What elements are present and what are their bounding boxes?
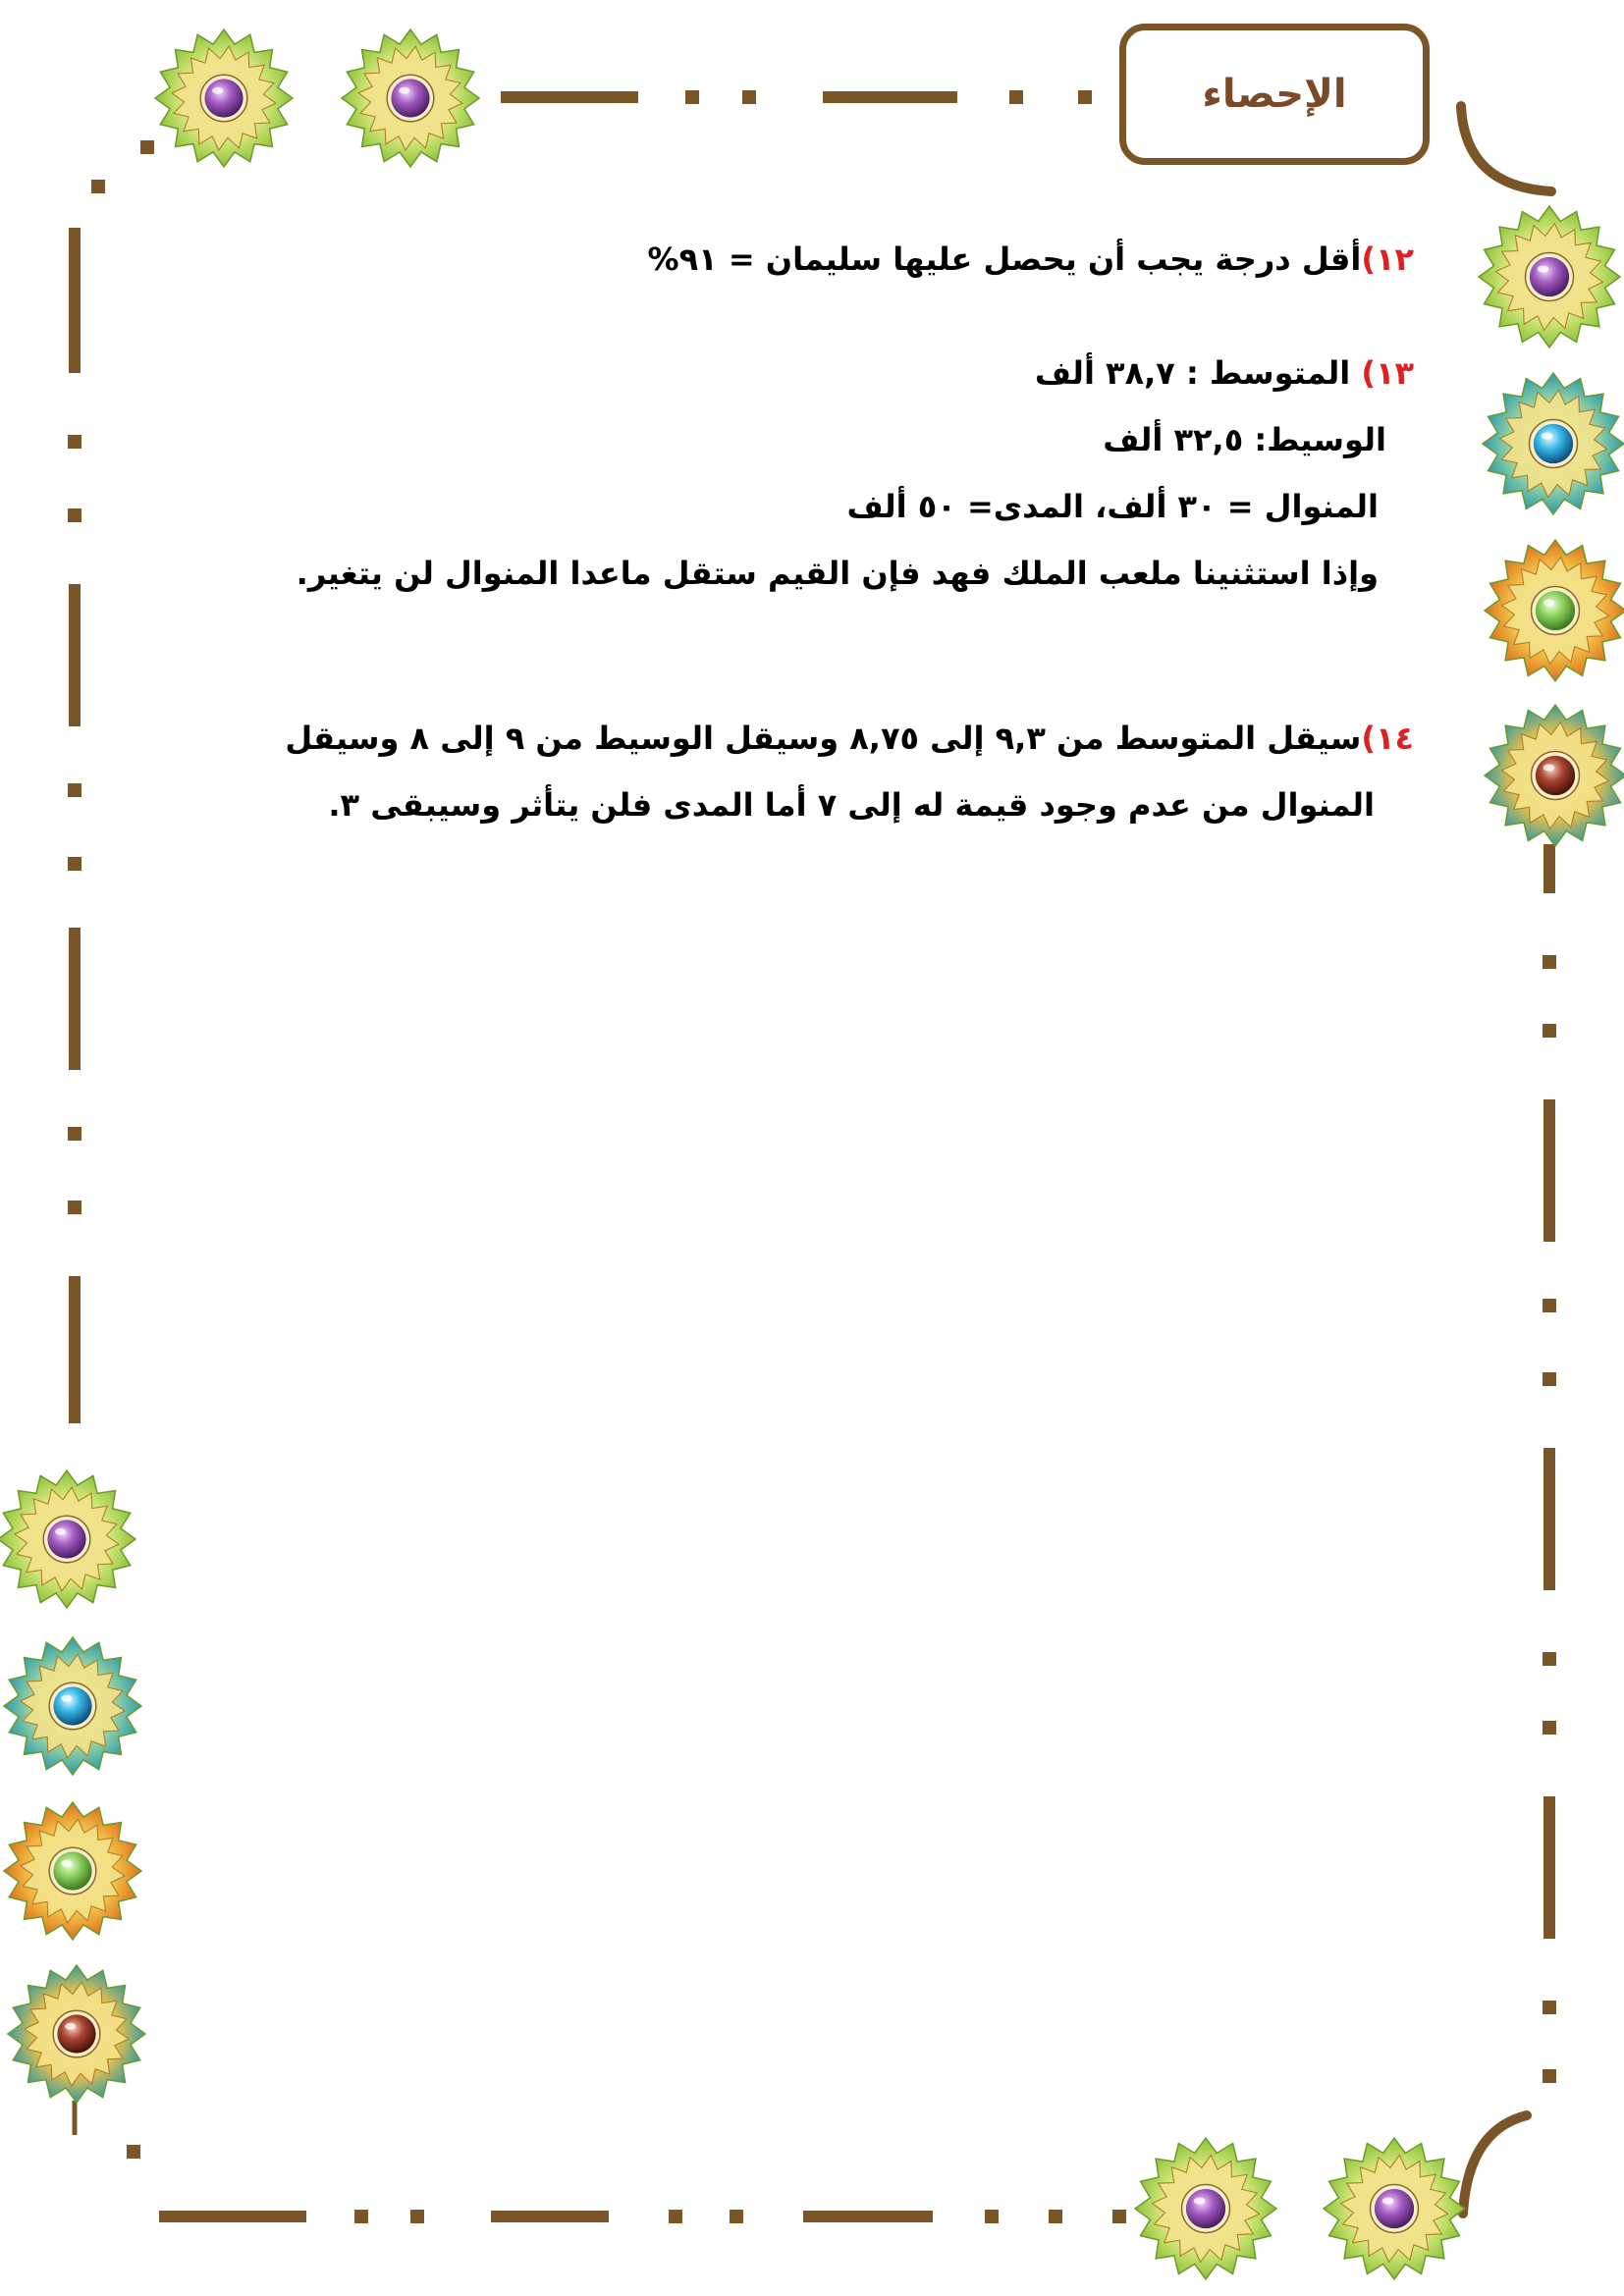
border-dot [685, 90, 699, 104]
border-dot [669, 2210, 682, 2223]
border-corner [1461, 106, 1551, 191]
flower-ornament-icon [1479, 206, 1620, 347]
border-dot [1543, 955, 1556, 969]
flower-ornament-icon [342, 29, 479, 167]
answer-line: المنوال = ٣٠ ألف، المدى= ٥٠ ألف [846, 488, 1379, 525]
flower-ornament-icon [1135, 2138, 1276, 2279]
answer-text: المتوسط : ٣٨,٧ ألف [1034, 354, 1351, 392]
answer-text: سيقل المتوسط من ٩,٣ إلى ٨,٧٥ وسيقل الوسيط من ٩ إلى ٨ وسيقل [285, 720, 1362, 757]
answer-line: الوسيط: ٣٢,٥ ألف [1103, 421, 1386, 458]
answer-line: وإذا استثنينا ملعب الملك فهد فإن القيم ستقل ماعدا المنوال لن يتغير. [296, 555, 1379, 592]
flower-ornament-icon [1485, 705, 1624, 846]
flower-ornament-icon [1324, 2138, 1465, 2279]
answer-item-14 [167, 705, 1414, 838]
border-dot [1543, 1024, 1556, 1038]
question-number: ١٤) [1361, 720, 1414, 757]
question-number: ١٣) [1361, 354, 1414, 392]
answer-text: أقل درجة يجب أن يحصل عليها سليمان = ٩١% [647, 240, 1362, 278]
border-dot [1543, 2069, 1556, 2083]
border-dot [985, 2210, 999, 2223]
question-number: ١٢) [1361, 240, 1414, 278]
flower-ornament-icon [4, 1637, 141, 1775]
border-dot [68, 857, 81, 871]
flower-ornament-icon [1483, 373, 1624, 514]
border-dot [127, 2145, 140, 2159]
border-dot [68, 1201, 81, 1214]
answer-line [167, 226, 1414, 293]
flower-ornament-icon [1485, 540, 1624, 681]
border-dot [410, 2210, 424, 2223]
border-dot [1543, 1299, 1556, 1312]
border-dot [1112, 2210, 1126, 2223]
border-dot [68, 435, 81, 449]
border-dot [1009, 90, 1023, 104]
border-dot [68, 508, 81, 522]
answer-line: المنوال من عدم وجود قيمة له إلى ٧ أما المدى فلن يتأثر وسيبقى ٣. [328, 786, 1375, 824]
flower-ornament-icon [155, 29, 293, 167]
border-dot [140, 140, 154, 154]
border-dot [1543, 1372, 1556, 1386]
border-dot [1078, 90, 1092, 104]
page-title: الإحصاء [1202, 72, 1347, 117]
answer-item-13 [167, 340, 1414, 607]
border-dot [68, 783, 81, 797]
answers-section [167, 226, 1414, 885]
border-dot [1543, 1721, 1556, 1735]
border-dot [1543, 1652, 1556, 1666]
flower-ornament-icon [0, 1470, 135, 1608]
border-corner [1463, 2115, 1527, 2214]
border-dot [68, 1127, 81, 1141]
border-dot [730, 2210, 743, 2223]
answer-line [167, 340, 1414, 406]
answer-item-12 [167, 226, 1414, 293]
border-dot [354, 2210, 368, 2223]
answer-line [167, 705, 1414, 772]
flower-ornament-icon [4, 1802, 141, 1940]
border-dot [1049, 2210, 1062, 2223]
border-dot [1543, 2001, 1556, 2014]
border-dot [91, 180, 105, 193]
title-box [1119, 24, 1430, 165]
flower-ornament-icon [8, 1965, 145, 2103]
border-dot [742, 90, 756, 104]
